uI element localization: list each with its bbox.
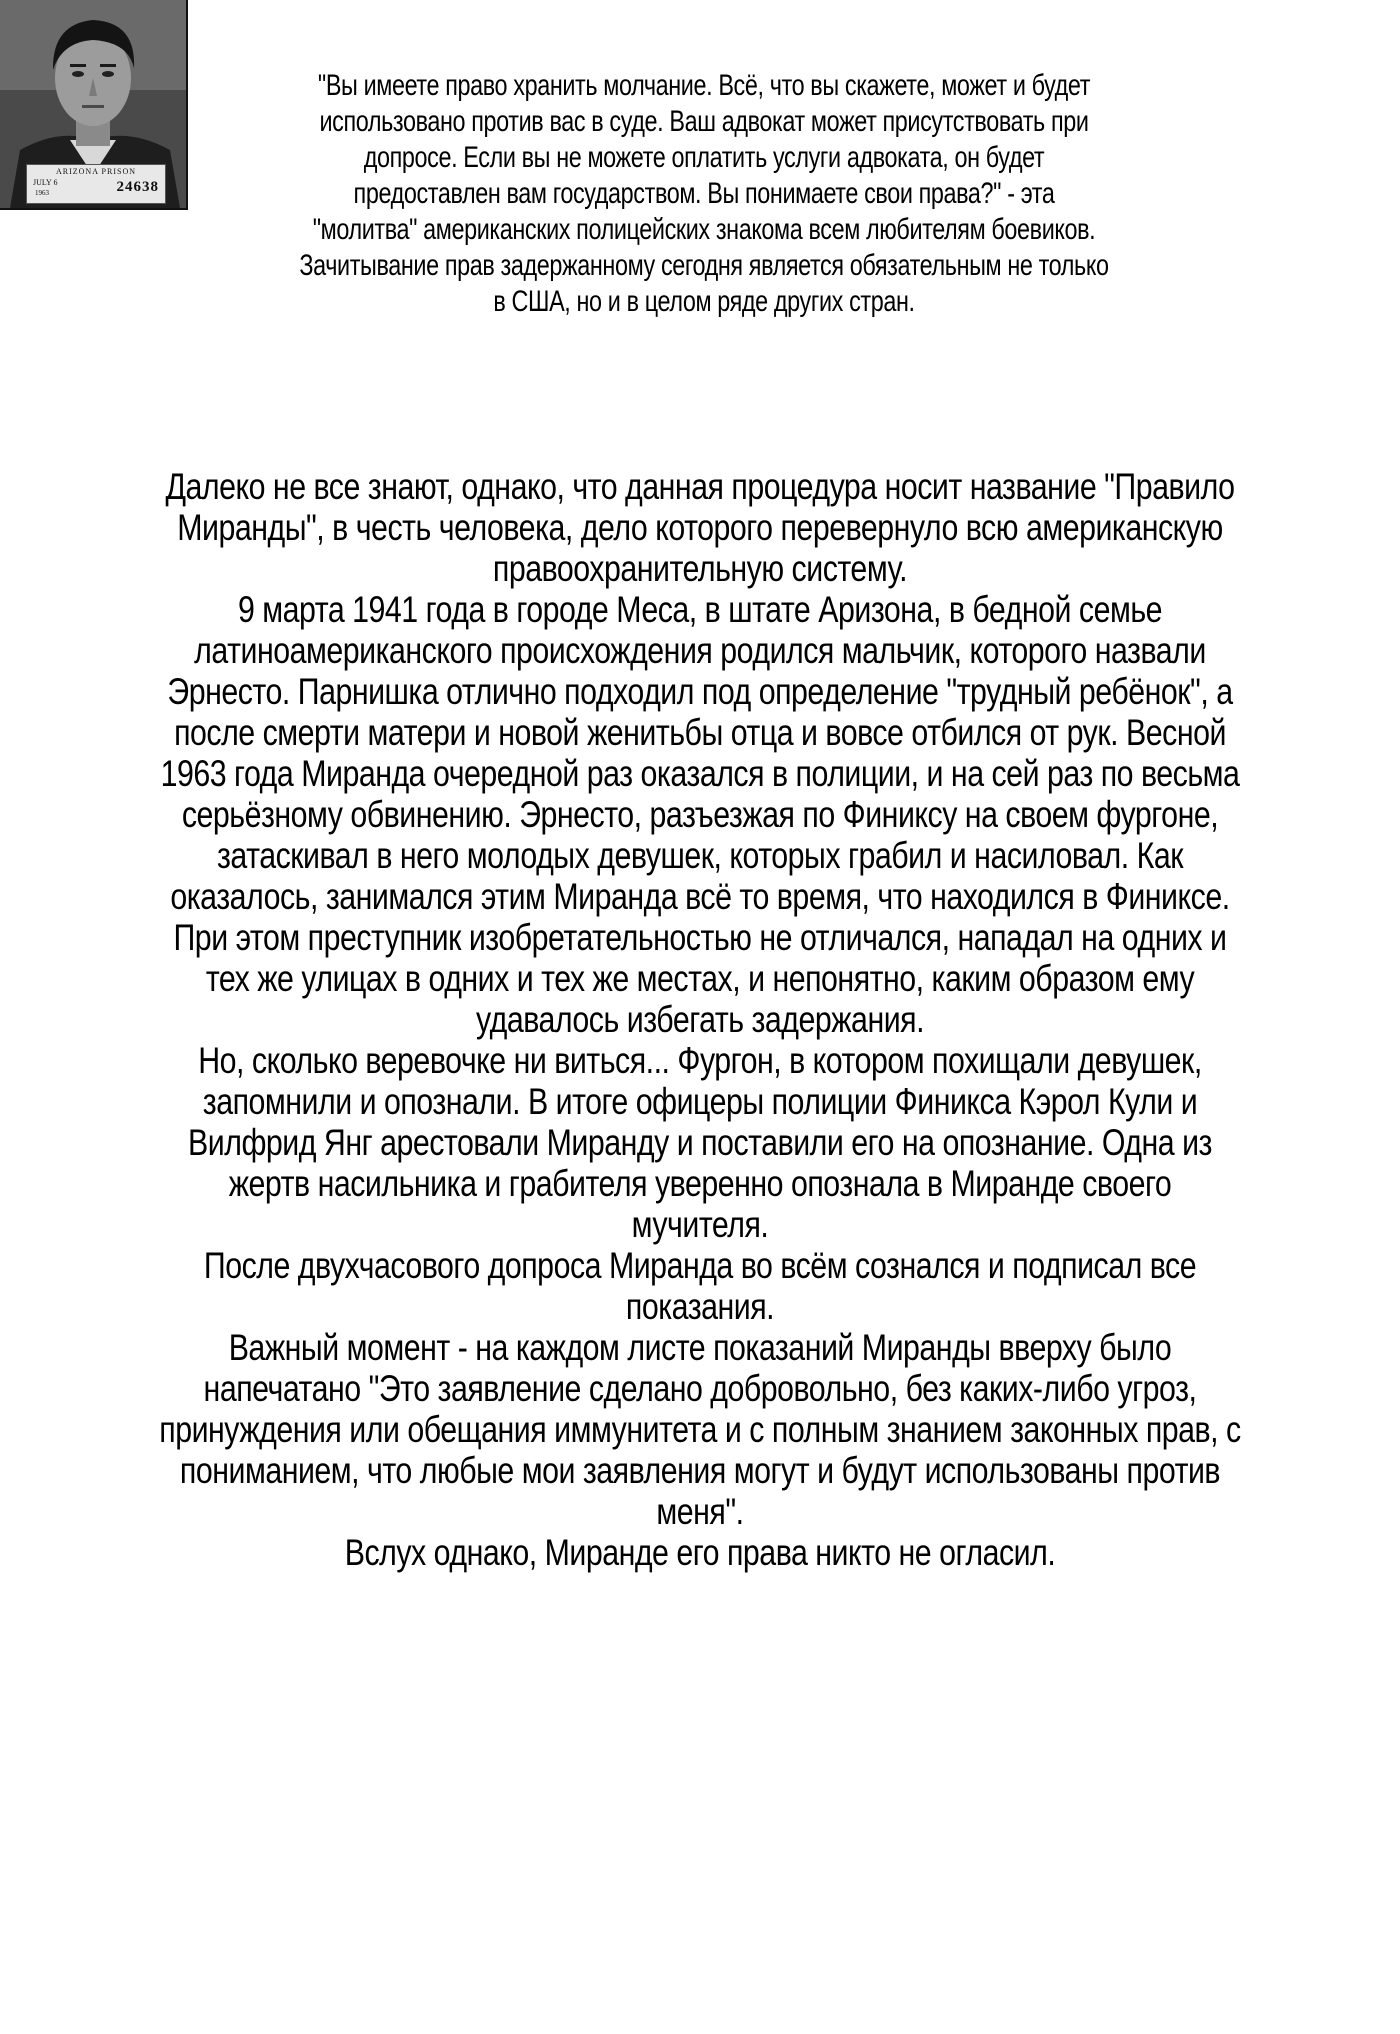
placard-title: ARIZONA PRISON [55,167,136,176]
body-paragraph: Но, сколько веревочке ни виться... Фургон, в котором похищали девушек, запомнили и опознали. В итоге офицеры полиции Финикса Кэрол Кули и Вилфрид Янг арестовали Миранду и поставили его на опознание. Одна из жертв насильника и грабителя уверенно опознала в Миранде своего мучителя. [188,1040,1212,1245]
intro-quote [298,68,1109,320]
body-paragraph: Вслух однако, Миранде его права никто не огласил. [344,1532,1056,1573]
placard-year: 1963 [35,189,49,197]
placard-date: JULY 6 [33,178,58,187]
body-paragraph: После двухчасового допроса Миранда во всём сознался и подписал все показания. [203,1245,1197,1327]
placard-number: 24638 [116,179,159,195]
prison-placard [26,164,166,204]
body-paragraph: Далеко не все знают, однако, что данная процедура носит название "Правило Миранды", в честь человека, дело которого перевернуло всю американскую правоохранительную систему. [165,466,1235,589]
article-body [159,466,1241,1573]
body-paragraph: 9 марта 1941 года в городе Меса, в штате Аризона, в бедной семье латиноамериканского происхождения родился мальчик, которого назвали Эрнесто. Парнишка отлично подходил под определение "трудный ребёнок", а после смерти матери и новой женитьбы отца и вовсе отбился от рук. Весной 1963 года Миранда очередной раз оказался в полиции, и на сей раз по весьма серьёзному обвинению. Эрнесто, разъезжая по Финиксу на своем фургоне, затаскивал в него молодых девушек, которых грабил и насиловал. Как оказалось, занимался этим Миранда всё то время, что находился в Финиксе. При этом преступник изобретательностью не отличался, нападал на одних и тех же улицах в одних и тех же местах, и непонятно, каким образом ему удавалось избегать задержания. [160,589,1240,1040]
body-paragraph: Важный момент - на каждом листе показаний Миранды вверху было напечатано "Это заявление сделано добровольно, без каких-либо угроз, принуждения или обещания иммунитета и с полным знанием законных прав, с пониманием, что любые мои заявления могут и будут использованы против меня". [159,1327,1241,1532]
mugshot-photo [0,0,188,210]
intro-paragraph: "Вы имеете право хранить молчание. Всё, что вы скажете, может и будет использовано против вас в суде. Ваш адвокат может присутствовать при допросе. Если вы не можете оплатить услуги адвоката, он будет предоставлен вам государством. Вы понимаете свои права?" - эта "молитва" американских полицейских знакома всем любителям боевиков. Зачитывание прав задержанному сегодня является обязательным не только в США, но и в целом ряде других стран. [299,69,1109,318]
